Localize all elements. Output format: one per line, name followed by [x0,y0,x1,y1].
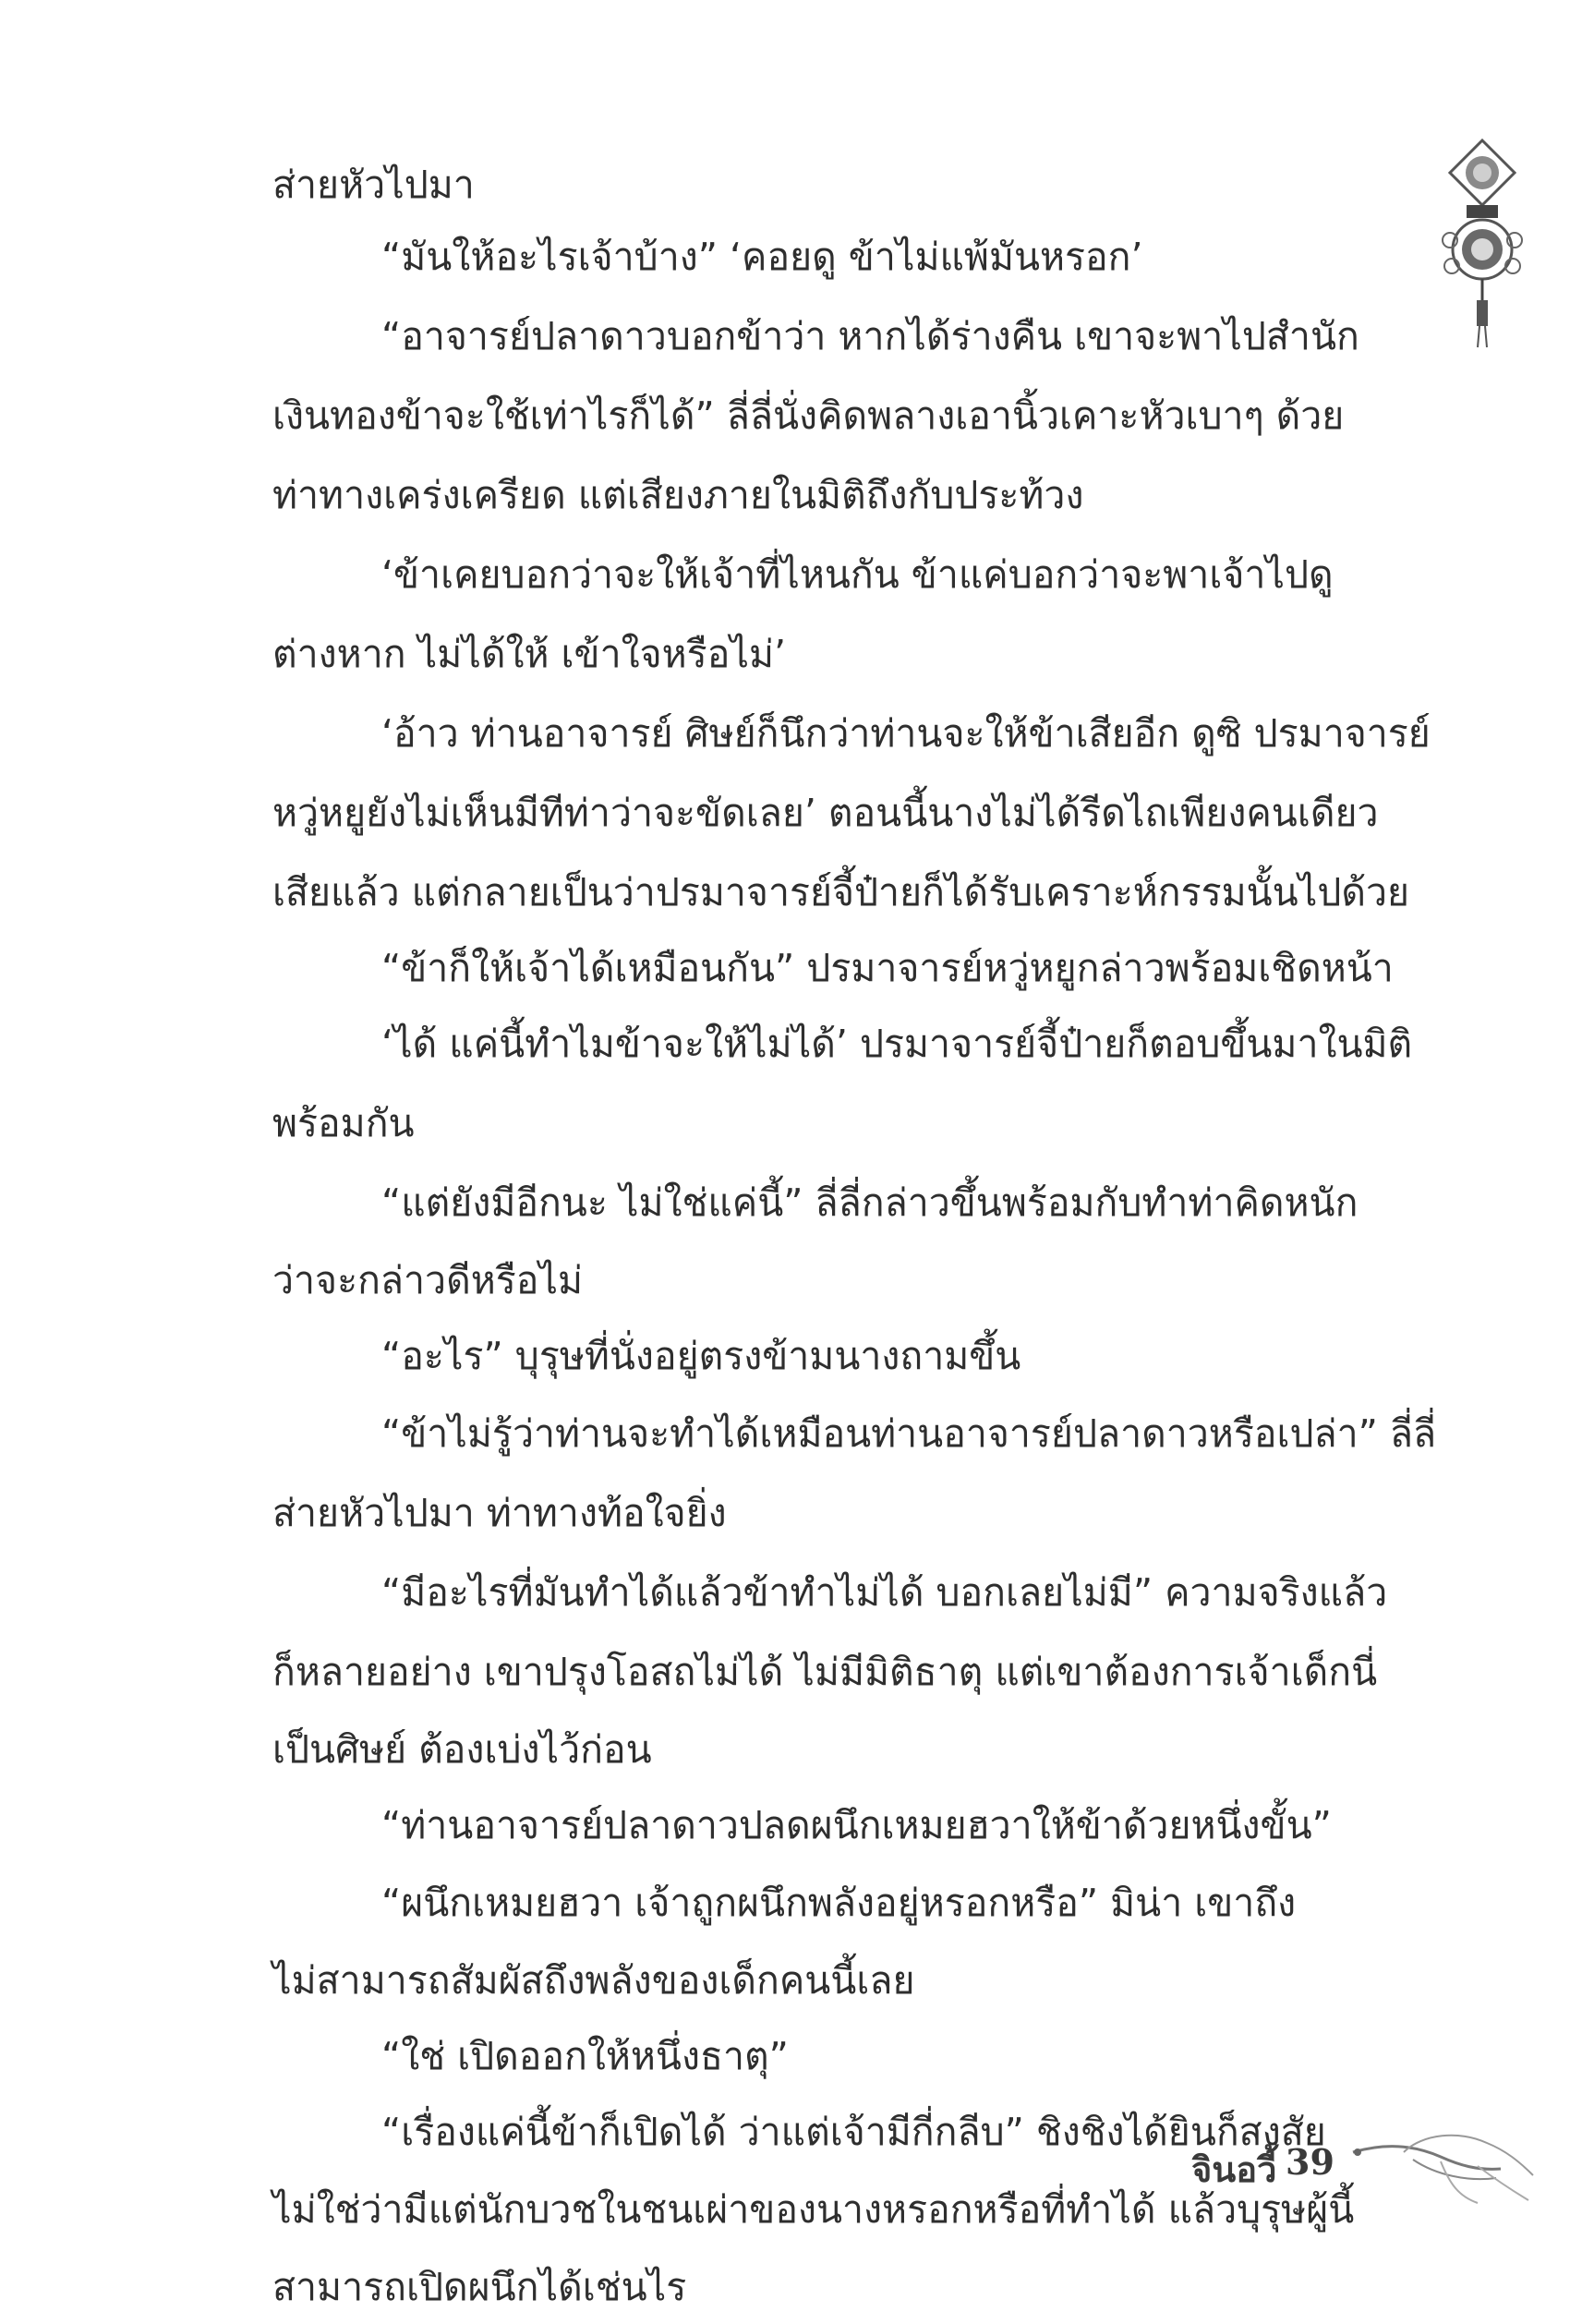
page-number: 39 [1286,2141,1334,2183]
text-line: ก็หลายอย่าง เขาปรุงโอสถไม่ได้ ไม่มีมิติธาตุ แต่เขาต้องการเจ้าเด็กนี่ [272,1650,1378,1694]
text-line: เงินทองข้าจะใช้เท่าไรก็ได้” ลี่ลี่นั่งคิดพลางเอานิ้วเคาะหัวเบาๆ ด้วย [272,393,1345,438]
text-line: “อาจารย์ปลาดาวบอกข้าว่า หากได้ร่างคืน เขาจะพาไปสำนัก [381,314,1359,358]
text-line: “ท่านอาจารย์ปลาดาวปลดผนึกเหมยฮวาให้ข้าด้วยหนึ่งขั้น” [381,1803,1332,1847]
text-line: ต่างหาก ไม่ได้ให้ เข้าใจหรือไม่’ [272,632,787,676]
text-line: ‘ข้าเคยบอกว่าจะให้เจ้าที่ไหนกัน ข้าแค่บอกว่าจะพาเจ้าไปดู [381,552,1334,597]
text-line: ว่าจะกล่าวดีหรือไม่ [272,1258,584,1302]
text-line: หวู่หยูยังไม่เห็นมีทีท่าว่าจะขัดเลย’ ตอนนี้นางไม่ได้รีดไถเพียงคนเดียว [272,791,1379,835]
text-line: “ใช่ เปิดออกให้หนึ่งธาตุ” [381,2034,789,2078]
text-line: ‘อ้าว ท่านอาจารย์ ศิษย์ก็นึกว่าท่านจะให้ข้าเสียอีก ดูซิ ปรมาจารย์ [381,711,1431,756]
text-line: ไม่สามารถสัมผัสถึงพลังของเด็กคนนี้เลย [272,1958,915,2003]
crane-ornament-icon [1348,2124,1542,2208]
text-line: “อะไร” บุรุษที่นั่งอยู่ตรงข้ามนางถามขึ้น [381,1334,1021,1378]
chinese-knot-emblem-icon [1431,139,1533,351]
text-line: “มีอะไรที่มันทำได้แล้วข้าทำไม่ได้ บอกเลยไม่มี” ความจริงแล้ว [381,1570,1388,1615]
text-line: “แต่ยังมีอีกนะ ไม่ใช่แค่นี้” ลี่ลี่กล่าวขึ้นพร้อมกับทำท่าคิดหนัก [381,1180,1359,1225]
text-line: ส่ายหัวไปมา [272,163,475,207]
text-line: “ข้าไม่รู้ว่าท่านจะทำได้เหมือนท่านอาจารย์ปลาดาวหรือเปล่า” ลี่ลี่ [381,1411,1437,1456]
text-line: พร้อมกัน [272,1101,415,1145]
text-line: ส่ายหัวไปมา ท่าทางท้อใจยิ่ง [272,1491,727,1535]
text-line: “เรื่องแค่นี้ข้าก็เปิดได้ ว่าแต่เจ้ามีกี่กลีบ” ชิงชิงได้ยินก็สงสัย [381,2110,1326,2154]
text-line: เสียแล้ว แต่กลายเป็นว่าปรมาจารย์จี้ป๋ายก็ได้รับเคราะห์กรรมนั้นไปด้วย [272,870,1410,914]
book-title: จินอวี้ [1191,2148,1277,2190]
text-line: ไม่ใช่ว่ามีแต่นักบวชในชนเผ่าของนางหรอกหรือที่ทำได้ แล้วบุรุษผู้นี้ [272,2187,1355,2232]
text-line: “มันให้อะไรเจ้าบ้าง” ‘คอยดู ข้าไม่แพ้มันหรอก’ [381,235,1143,279]
text-line: สามารถเปิดผนึกได้เช่นไร [272,2265,687,2309]
text-line: ท่าทางเคร่งเครียด แต่เสียงภายในมิติถึงกับประท้วง [272,473,1084,517]
text-line: ‘ได้ แค่นี้ทำไมข้าจะให้ไม่ได้’ ปรมาจารย์จี้ป๋ายก็ตอบขึ้นมาในมิติ [381,1022,1413,1066]
text-line: “ผนึกเหมยฮวา เจ้าถูกผนึกพลังอยู่หรอกหรือ” มิน่า เขาถึง [381,1881,1297,1925]
text-line: เป็นศิษย์ ต้องเบ่งไว้ก่อน [272,1727,652,1772]
text-line: “ข้าก็ให้เจ้าได้เหมือนกัน” ปรมาจารย์หวู่หยูกล่าวพร้อมเชิดหน้า [381,946,1394,990]
